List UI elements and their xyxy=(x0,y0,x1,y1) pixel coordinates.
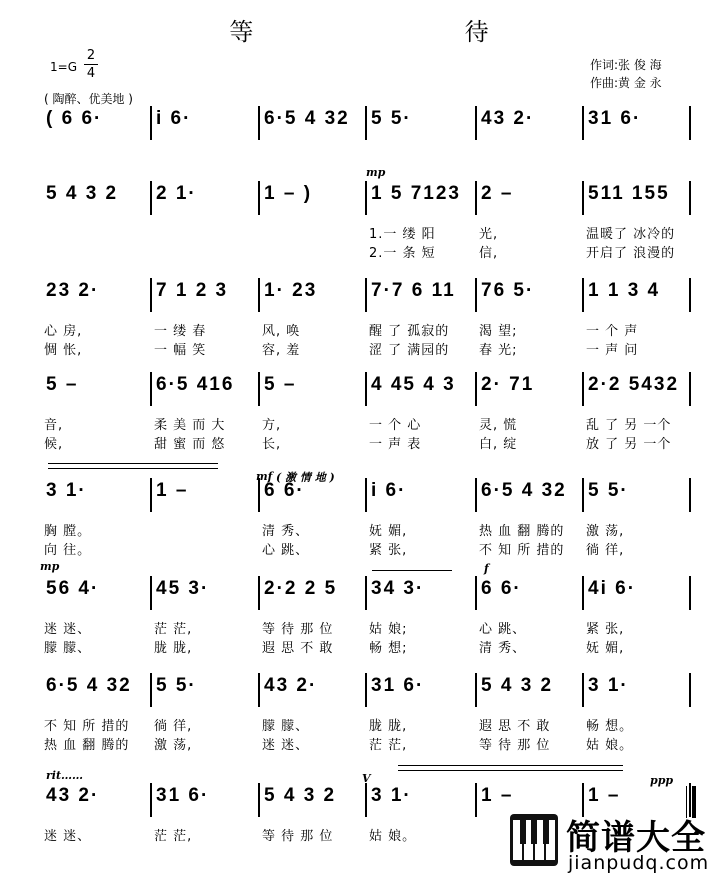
composer-credit: 作曲:黄 金 永 xyxy=(590,76,662,90)
barline xyxy=(258,783,260,817)
lyric-text: 清 秀、 xyxy=(479,641,527,656)
lyric-text: 胸 膛。 xyxy=(44,524,92,539)
lyric-text: 徜 徉, xyxy=(154,719,193,734)
lyric-text: 畅 想; xyxy=(369,641,408,656)
lyric-text: 等 待 那 位 xyxy=(262,829,334,844)
piano-icon xyxy=(510,814,558,866)
measure-notes: 5 – xyxy=(46,374,79,395)
measure-notes: 76 5· xyxy=(481,280,535,301)
barline xyxy=(258,278,260,312)
barline xyxy=(258,106,260,140)
lyric-text: 音, xyxy=(44,418,64,433)
lyric-text: 茫 茫, xyxy=(369,738,408,753)
lyric-text: 长, xyxy=(262,437,282,452)
measure-notes: ( 6 6· xyxy=(46,108,103,129)
measure-notes: i 6· xyxy=(156,108,192,129)
measure-notes: 1 1 3 4 xyxy=(588,280,661,301)
lyric-text: 姑 娘; xyxy=(369,622,408,637)
barline xyxy=(582,673,584,707)
measure-notes: 45 3· xyxy=(156,578,210,599)
measure-notes: 5 4 3 2 xyxy=(46,183,119,204)
lyric-text: 1.一 缕 阳 xyxy=(369,227,436,242)
lyric-text: 风, 唤 xyxy=(262,324,301,339)
barline xyxy=(582,576,584,610)
measure-notes: 6 6· xyxy=(481,578,522,599)
crescendo-line xyxy=(48,463,218,464)
lyric-text: 一 声 问 xyxy=(586,343,639,358)
lyric-text: 等 待 那 位 xyxy=(479,738,551,753)
lyric-text: 畅 想。 xyxy=(586,719,634,734)
barline xyxy=(475,576,477,610)
barline xyxy=(475,181,477,215)
barline xyxy=(258,673,260,707)
measure-notes: 56 4· xyxy=(46,578,100,599)
measure-notes: 1 – xyxy=(481,785,514,806)
measure-notes: 5 4 3 2 xyxy=(481,675,554,696)
lyric-text: 柔 美 而 大 xyxy=(154,418,226,433)
dynamic-mark: V xyxy=(362,772,371,785)
measure-notes: 2·2 2 5 xyxy=(264,578,338,599)
measure-notes: 5 5· xyxy=(371,108,412,129)
lyric-text: 姑 娘。 xyxy=(586,738,634,753)
lyric-text: 不 知 所 措的 xyxy=(44,719,130,734)
lyric-text: 涩 了 满园的 xyxy=(369,343,450,358)
dynamic-mark: mp xyxy=(366,166,386,179)
measure-notes: 1· 23 xyxy=(264,280,318,301)
barline xyxy=(689,106,691,140)
lyric-text: 激 荡, xyxy=(586,524,625,539)
measure-notes: 6·5 4 32 xyxy=(46,675,132,696)
measure-notes: 7·7 6 11 xyxy=(371,280,456,301)
barline xyxy=(475,673,477,707)
lyric-text: 心 房, xyxy=(44,324,83,339)
lyric-text: 一 幅 笑 xyxy=(154,343,207,358)
measure-notes: 1 – ) xyxy=(264,183,313,204)
barline xyxy=(689,278,691,312)
time-signature xyxy=(84,48,98,81)
lyric-text: 遐 思 不 敢 xyxy=(262,641,334,656)
barline xyxy=(150,181,152,215)
lyric-text: 热 血 翻 腾的 xyxy=(479,524,565,539)
measure-notes: 6·5 416 xyxy=(156,374,235,395)
lyric-text: 方, xyxy=(262,418,282,433)
lyric-text: 妩 媚, xyxy=(369,524,408,539)
measure-notes: 31 6· xyxy=(588,108,642,129)
measure-notes: 43 2· xyxy=(481,108,535,129)
measure-notes: 3 1· xyxy=(371,785,412,806)
lyric-text: 向 往。 xyxy=(44,543,92,558)
measure-notes: 511 155 xyxy=(588,183,670,204)
measure-notes: 23 2· xyxy=(46,280,100,301)
barline xyxy=(150,783,152,817)
lyric-text: 胧 胧, xyxy=(369,719,408,734)
measure-notes: 5 5· xyxy=(156,675,197,696)
dynamic-mark: ppp xyxy=(650,774,674,787)
barline xyxy=(258,478,260,512)
barline xyxy=(689,372,691,406)
lyric-text: 放 了 另 一个 xyxy=(586,437,672,452)
lyric-text: 茫 茫, xyxy=(154,829,193,844)
measure-notes: 2 – xyxy=(481,183,514,204)
measure-notes: 43 2· xyxy=(264,675,318,696)
lyric-text: 乱 了 另 一个 xyxy=(586,418,672,433)
measure-notes: 3 1· xyxy=(46,480,87,501)
dynamic-mark: f xyxy=(484,562,489,575)
title-char-2: 待 xyxy=(464,18,491,46)
barline xyxy=(582,478,584,512)
measure-notes: 4i 6· xyxy=(588,578,637,599)
dynamic-mark: mf xyxy=(256,470,273,483)
time-top: 2 xyxy=(86,48,96,63)
measure-notes: 31 6· xyxy=(156,785,210,806)
lyric-text: 朦 朦、 xyxy=(262,719,310,734)
measure-notes: i 6· xyxy=(371,480,407,501)
barline xyxy=(150,106,152,140)
measure-notes: 1 – xyxy=(156,480,189,501)
lyric-text: 渴 望; xyxy=(479,324,518,339)
dynamic-mark: mp xyxy=(40,560,60,573)
lyric-text: 春 光; xyxy=(479,343,518,358)
lyric-text: 醒 了 孤寂的 xyxy=(369,324,450,339)
measure-notes: 4 45 4 3 xyxy=(371,374,456,395)
lyric-text: 紧 张, xyxy=(369,543,408,558)
lyric-text: 等 待 那 位 xyxy=(262,622,334,637)
barline xyxy=(258,576,260,610)
barline xyxy=(150,478,152,512)
barline xyxy=(689,478,691,512)
barline xyxy=(365,181,367,215)
barline xyxy=(365,478,367,512)
lyric-text: 一 个 心 xyxy=(369,418,422,433)
measure-notes: 6 6· xyxy=(264,480,305,501)
lyric-text: 一 声 表 xyxy=(369,437,422,452)
lyric-text: 一 缕 春 xyxy=(154,324,207,339)
time-bottom: 4 xyxy=(86,66,96,81)
barline xyxy=(150,576,152,610)
barline xyxy=(365,372,367,406)
lyric-text: 开启了 浪漫的 xyxy=(586,246,676,261)
dynamic-mark: rit…… xyxy=(46,769,84,782)
lyric-text: 清 秀、 xyxy=(262,524,310,539)
lyric-text: 徜 徉, xyxy=(586,543,625,558)
title-char-1: 等 xyxy=(229,18,256,46)
lyric-text: 不 知 所 措的 xyxy=(479,543,565,558)
measure-notes: 31 6· xyxy=(371,675,425,696)
lyric-text: 迷 迷、 xyxy=(44,622,92,637)
barline xyxy=(582,106,584,140)
measure-notes: 43 2· xyxy=(46,785,100,806)
lyric-text: 白, 绽 xyxy=(479,437,518,452)
barline xyxy=(475,106,477,140)
barline xyxy=(689,576,691,610)
barline xyxy=(150,372,152,406)
barline xyxy=(258,372,260,406)
logo-url: jianpudq.com xyxy=(568,852,710,874)
barline xyxy=(582,372,584,406)
lyric-text: 迷 迷、 xyxy=(262,738,310,753)
measure-notes: 5 4 3 2 xyxy=(264,785,337,806)
lyric-text: 2.一 条 短 xyxy=(369,246,436,261)
key-signature: 1=G xyxy=(50,60,77,74)
lyric-text: 妩 媚, xyxy=(586,641,625,656)
measure-notes: 5 5· xyxy=(588,480,629,501)
measure-notes: 7 1 2 3 xyxy=(156,280,229,301)
site-logo xyxy=(502,808,720,881)
barline xyxy=(365,106,367,140)
crescendo-line xyxy=(48,468,218,469)
barline xyxy=(582,181,584,215)
barline xyxy=(365,576,367,610)
measure-notes: 6·5 4 32 xyxy=(264,108,350,129)
barline xyxy=(365,673,367,707)
barline xyxy=(365,278,367,312)
lyric-text: 姑 娘。 xyxy=(369,829,417,844)
lyric-text: 惆 怅, xyxy=(44,343,83,358)
lyric-text: 容, 羞 xyxy=(262,343,301,358)
measure-notes: 1 – xyxy=(588,785,621,806)
lyric-text: 迷 迷、 xyxy=(44,829,92,844)
lyric-text: 心 跳、 xyxy=(262,543,310,558)
lyric-text: 一 个 声 xyxy=(586,324,639,339)
barline xyxy=(258,181,260,215)
decrescendo-line xyxy=(398,770,623,771)
measure-notes: 2 1· xyxy=(156,183,197,204)
measure-notes: 3 1· xyxy=(588,675,629,696)
song-title xyxy=(0,12,720,47)
lyric-text: 候, xyxy=(44,437,64,452)
lyric-text: 朦 朦、 xyxy=(44,641,92,656)
lyric-text: 茫 茫, xyxy=(154,622,193,637)
barline xyxy=(150,673,152,707)
lyric-text: 信, xyxy=(479,246,499,261)
measure-notes: 34 3· xyxy=(371,578,425,599)
measure-notes: 2·2 5432 xyxy=(588,374,680,395)
decrescendo-line xyxy=(398,765,623,766)
lyric-text: 甜 蜜 而 悠 xyxy=(154,437,226,452)
barline xyxy=(475,278,477,312)
lyric-text: 遐 思 不 敢 xyxy=(479,719,551,734)
crescendo-line xyxy=(372,570,452,571)
lyric-text: 紧 张, xyxy=(586,622,625,637)
dynamic-mark: ( 激 情 地 ) xyxy=(276,471,335,484)
barline xyxy=(582,278,584,312)
logo-text: 简谱大全 xyxy=(566,818,706,858)
measure-notes: 5 – xyxy=(264,374,297,395)
lyric-text: 胧 胧, xyxy=(154,641,193,656)
barline xyxy=(475,783,477,817)
barline xyxy=(365,783,367,817)
barline xyxy=(475,478,477,512)
performance-mood: ( 陶醉、优美地 ) xyxy=(44,92,133,106)
barline xyxy=(689,181,691,215)
measure-notes: 1 5 7123 xyxy=(371,183,461,204)
lyric-text: 激 荡, xyxy=(154,738,193,753)
lyric-text: 光, xyxy=(479,227,499,242)
lyric-text: 心 跳、 xyxy=(479,622,527,637)
lyric-text: 热 血 翻 腾的 xyxy=(44,738,130,753)
lyricist-credit: 作词:张 俊 海 xyxy=(590,58,662,72)
barline xyxy=(475,372,477,406)
barline xyxy=(150,278,152,312)
lyric-text: 温暖了 冰冷的 xyxy=(586,227,676,242)
measure-notes: 2· 71 xyxy=(481,374,535,395)
barline xyxy=(689,673,691,707)
lyric-text: 灵, 慌 xyxy=(479,418,518,433)
measure-notes: 6·5 4 32 xyxy=(481,480,567,501)
